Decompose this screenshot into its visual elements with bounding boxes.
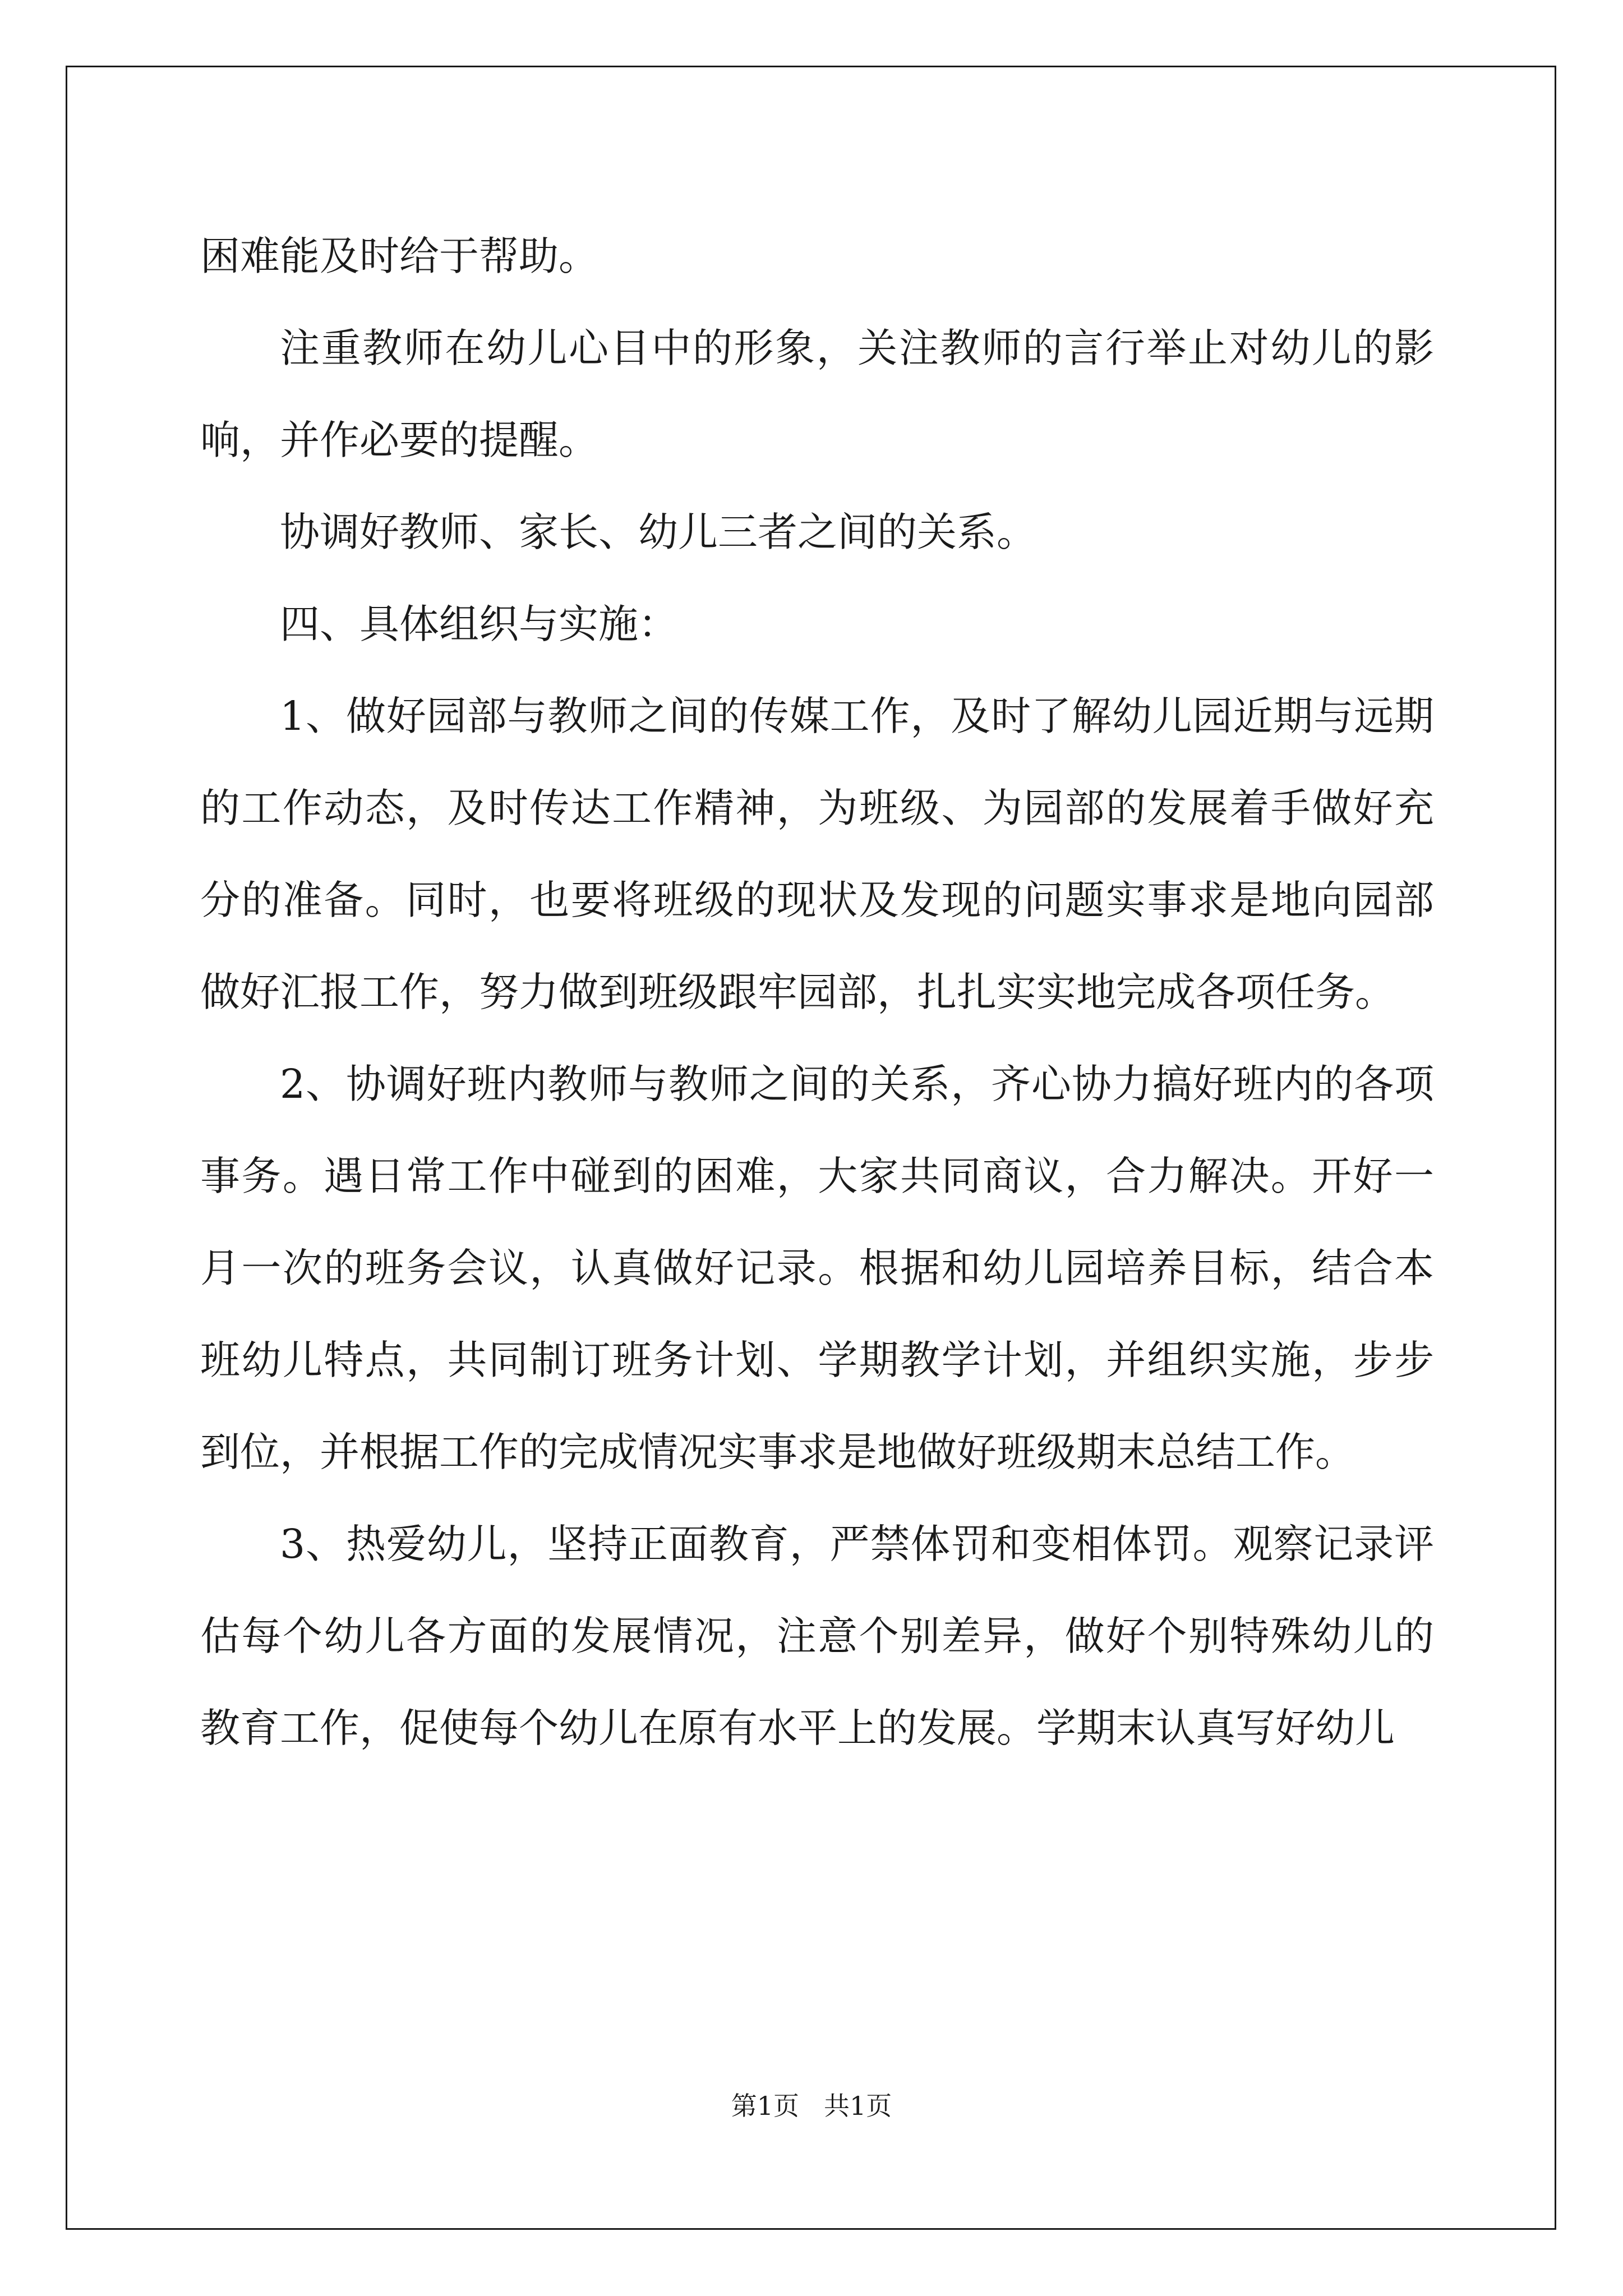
page-number: 第1页 [731, 2091, 800, 2121]
paragraph-item-2: 2、协调好班内教师与教师之间的关系，齐心协力搞好班内的各项事务。遇日常工作中碰到的困难，大家共同商议，合力解决。开好一月一次的班务会议，认真做好记录。根据和幼儿园培养目标，结合本班幼儿特点，共同制订班务计划、学期教学计划，并组织实施，步步到位，并根据工作的完成情况实事求是地做好班级期末总结工作。 [200, 1061, 1434, 1475]
section-heading: 四、具体组织与实施： [280, 601, 679, 647]
paragraph-2: 注重教师在幼儿心目中的形象，关注教师的言行举止对幼儿的影响，并作必要的提醒。 [200, 325, 1434, 463]
document-body [200, 210, 1434, 1774]
page-footer [0, 2086, 1623, 2123]
paragraph-item-3: 3、热爱幼儿，坚持正面教育，严禁体罚和变相体罚。观察记录评估每个幼儿各方面的发展情况，注意个别差异，做好个别特殊幼儿的教育工作，促使每个幼儿在原有水平上的发展。学期末认真写好幼儿 [200, 1521, 1434, 1751]
page-total: 共1页 [823, 2091, 892, 2121]
paragraph-1: 困难能及时给于帮助。 [200, 233, 599, 279]
paragraph-3: 协调好教师、家长、幼儿三者之间的关系。 [280, 509, 1037, 555]
paragraph-item-1: 1、做好园部与教师之间的传媒工作，及时了解幼儿园近期与远期的工作动态，及时传达工作精神，为班级、为园部的发展着手做好充分的准备。同时，也要将班级的现状及发现的问题实事求是地向园部做好汇报工作，努力做到班级跟牢园部，扎扎实实地完成各项任务。 [200, 693, 1434, 1015]
